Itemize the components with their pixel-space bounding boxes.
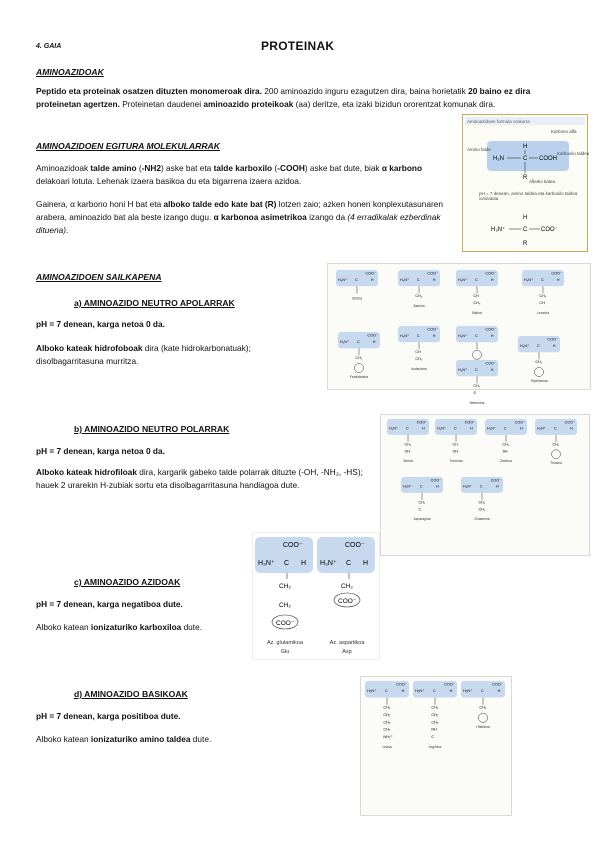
svg-text:H: H: [421, 426, 425, 431]
amino-acid-structure-apolar: [456, 270, 498, 315]
svg-text:H₃N⁺: H₃N⁺: [458, 367, 467, 372]
svg-text:COO⁻: COO⁻: [427, 327, 438, 332]
svg-text:H: H: [435, 484, 439, 489]
line-c-2: [36, 621, 256, 634]
figure-acidic-amino-acids: [252, 532, 380, 660]
svg-text:H₃N⁺: H₃N⁺: [520, 343, 529, 348]
svg-text:CH: CH: [539, 301, 545, 306]
svg-text:NH₃⁺: NH₃⁺: [383, 735, 393, 740]
svg-text:C: C: [417, 333, 420, 338]
amino-acid-structure-apolar: [518, 336, 560, 383]
amino-acid-name: Triptofanoa: [530, 378, 548, 383]
text-run: talde amino: [90, 163, 137, 173]
svg-text:CH₂: CH₂: [418, 500, 426, 505]
svg-text:C: C: [541, 277, 544, 282]
svg-text:COO⁻: COO⁻: [464, 420, 476, 425]
svg-text:H: H: [401, 689, 405, 694]
svg-text:Karboxilo taldea: Karboxilo taldea: [557, 151, 590, 156]
svg-text:COO⁻: COO⁻: [492, 682, 503, 687]
svg-text:H: H: [556, 277, 560, 282]
svg-text:C: C: [355, 277, 358, 282]
amino-acid-name: Metionina: [469, 401, 485, 406]
line-d-1: [36, 710, 286, 723]
svg-text:H: H: [372, 339, 376, 344]
paragraph-egitura-2: [36, 198, 456, 237]
svg-text:H: H: [449, 689, 453, 694]
subsection-title-a: a) AMINOAZIDO NEUTRO APOLARRAK: [74, 298, 235, 308]
svg-text:C: C: [417, 277, 420, 282]
svg-text:H: H: [363, 560, 369, 567]
text-run: Proteinetan daudenei: [119, 99, 204, 109]
svg-text:R: R: [523, 241, 528, 247]
amino-acid-name: Arginina: [428, 745, 442, 750]
svg-text:CH₂: CH₂: [355, 356, 363, 360]
svg-text:H₃N⁺: H₃N⁺: [524, 277, 533, 282]
line-a-2: [36, 342, 306, 368]
svg-text:C: C: [523, 156, 528, 162]
svg-text:COO⁻: COO⁻: [551, 271, 562, 276]
text-run: (aa) deritze, eta izaki bizidun ororentzat komunak dira.: [293, 99, 496, 109]
svg-text:CH₂: CH₂: [279, 583, 291, 590]
svg-text:OH: OH: [404, 449, 411, 454]
amino-acid-structure-polar: [461, 477, 503, 521]
svg-text:C: C: [537, 343, 540, 348]
svg-text:H₂N: H₂N: [493, 156, 504, 162]
svg-text:Alboko katea: Alboko katea: [529, 179, 556, 184]
svg-text:C: C: [480, 484, 483, 489]
svg-text:COO⁻: COO⁻: [485, 361, 496, 366]
svg-text:COO⁻: COO⁻: [490, 478, 502, 483]
figure-basic-amino-acids: [360, 676, 512, 816]
text-run: -NH2: [141, 163, 161, 173]
text-run: ) aske bat eta: [160, 163, 214, 173]
svg-text:H: H: [495, 484, 499, 489]
svg-text:CH₂: CH₂: [535, 360, 543, 364]
svg-text:H: H: [569, 426, 573, 431]
svg-text:CH₂: CH₂: [383, 720, 391, 725]
svg-text:C: C: [504, 426, 507, 431]
amino-acid-name: Lisina: [382, 745, 392, 750]
svg-text:H₃N⁺: H₃N⁺: [367, 689, 377, 694]
svg-text:H: H: [490, 277, 494, 282]
text-run: 20 baino ez dira proteinetan agertzen.: [36, 86, 531, 109]
subsection-title-d: d) AMINOAZIDO BASIKOAK: [74, 689, 188, 699]
amino-acid-name: Leuzina: [537, 311, 549, 316]
amino-acid-name: Glizina: [351, 296, 363, 301]
svg-text:H: H: [432, 333, 436, 338]
subsection-title-b: b) AMINOAZIDO NEUTRO POLARRAK: [74, 424, 230, 434]
svg-text:H: H: [523, 144, 528, 150]
text-run: Aminoazidoak: [36, 163, 91, 173]
amino-acid-structure-polar: [435, 419, 477, 463]
svg-text:COO⁻: COO⁻: [416, 420, 428, 425]
svg-text:H: H: [497, 689, 501, 694]
paragraph-aminoazidoak: [36, 85, 566, 111]
text-run: (: [136, 163, 142, 173]
svg-text:H₃N⁺: H₃N⁺: [415, 689, 425, 694]
svg-text:CH₂: CH₂: [539, 294, 547, 298]
svg-text:CH: CH: [473, 294, 479, 298]
amino-acid-name: Az. glutamikoa: [266, 640, 304, 646]
amino-acid-structure-polar: [387, 419, 429, 463]
svg-text:C: C: [523, 227, 528, 233]
amino-acid-structure-apolar: [456, 360, 498, 405]
svg-text:C: C: [454, 426, 457, 431]
amino-acid-name: Histidina: [476, 724, 490, 729]
figure-apolar-amino-acids: [327, 263, 591, 406]
svg-text:CH₃: CH₃: [473, 301, 481, 306]
text-run: pH = 7 denean, karga netoa 0 da.: [36, 446, 165, 456]
line-a-1: [36, 318, 306, 331]
svg-text:CH: CH: [452, 442, 458, 447]
svg-text:COO⁻: COO⁻: [367, 333, 378, 338]
text-run: pH = 7 denean, karga netoa 0 da.: [36, 319, 165, 329]
svg-text:C: C: [475, 277, 478, 282]
line-c-1: [36, 598, 256, 611]
svg-text:COO⁻: COO⁻: [365, 271, 376, 276]
svg-text:CH₂: CH₂: [502, 442, 510, 447]
amino-acid-structure-basic: [461, 681, 505, 729]
svg-text:H: H: [523, 215, 528, 221]
svg-text:H₃N⁺: H₃N⁺: [258, 560, 275, 567]
svg-text:COO⁻: COO⁻: [430, 478, 442, 483]
svg-text:H: H: [432, 277, 436, 282]
svg-text:H₃N⁺: H₃N⁺: [463, 689, 473, 694]
svg-text:C: C: [418, 507, 422, 512]
text-run: talde karboxilo: [213, 163, 273, 173]
text-run: lotzen zaio; azken honen konplexutasunaren arabera, aminoazido bat ala beste izango dugu.: [36, 199, 443, 222]
text-run: alboko talde edo kate bat (R): [163, 199, 277, 209]
svg-text:CH₂: CH₂: [404, 442, 412, 447]
svg-text:H₃N⁺: H₃N⁺: [458, 333, 467, 338]
svg-text:CH₃: CH₃: [415, 294, 423, 298]
section-heading-egitura: AMINOAZIDOEN EGITURA MOLEKULARRAK: [36, 141, 220, 151]
amino-acid-name: Tirosina: [550, 460, 562, 465]
amino-acid-name: Balina: [472, 311, 482, 316]
svg-text:S: S: [473, 391, 476, 396]
text-run: dira (kate hidrokarbonatuak); disolbagarritasuna murritza.: [36, 343, 251, 366]
svg-text:C: C: [357, 339, 360, 344]
svg-text:H₃N⁺: H₃N⁺: [400, 333, 409, 338]
figure-general-formula: Aminoazidoen formula orokorra Karbono alfa Amino talde Karboxilo taldea H₂N C COOH H R Alboko katea pH = 7 denean, amino taldea eta karboxilo taldea ionizatuta H H₃N⁺ C COO⁻ R: [462, 114, 588, 252]
text-run: Alboko katean: [36, 734, 91, 744]
text-run: ) aske bat dute, biak: [304, 163, 382, 173]
svg-text:COO⁻: COO⁻: [564, 420, 576, 425]
svg-text:R: R: [523, 175, 528, 181]
amino-acid-structure-basic: [413, 681, 457, 749]
amino-acid-structure-apolar: [398, 326, 440, 371]
svg-text:C: C: [554, 426, 557, 431]
section-heading-sailkapena: AMINOAZIDOEN SAILKAPENA: [36, 272, 162, 282]
svg-text:COO⁻: COO⁻: [514, 420, 526, 425]
amino-acid-name: Serina: [403, 459, 413, 464]
svg-text:CH₂: CH₂: [479, 705, 487, 710]
amino-acid-structure-apolar: [456, 326, 498, 366]
amino-acid-structure-basic: [365, 681, 409, 749]
svg-text:H: H: [490, 333, 494, 338]
amino-acid-structure-apolar: [336, 270, 378, 301]
svg-text:C: C: [431, 735, 435, 740]
svg-text:H₃N⁺: H₃N⁺: [338, 277, 347, 282]
text-run: delakoari lotuta. Lehenak izaera basikoa du eta bigarrena izaera azidoa.: [36, 176, 302, 186]
text-run: .: [65, 225, 69, 235]
svg-text:H: H: [552, 343, 556, 348]
svg-text:H: H: [490, 367, 494, 372]
svg-text:SH: SH: [502, 449, 508, 454]
svg-text:CH: CH: [415, 350, 421, 354]
svg-text:CH₂: CH₂: [383, 705, 391, 710]
svg-text:CH₂: CH₂: [431, 705, 439, 710]
amino-acid-structure-polar: [535, 419, 577, 465]
svg-text:COO⁻: COO⁻: [283, 542, 303, 549]
figure-caption: Aminoazidoen formula orokorra: [467, 119, 530, 124]
paragraph-egitura-1: [36, 162, 456, 188]
subsection-title-c: c) AMINOAZIDO AZIDOAK: [74, 577, 181, 587]
amino-acid-structure-apolar: [398, 270, 440, 308]
svg-text:CH₂: CH₂: [431, 720, 439, 725]
amino-acid-name: Isoleuzina: [411, 367, 427, 372]
svg-text:COO⁻: COO⁻: [547, 337, 558, 342]
svg-text:C: C: [475, 333, 478, 338]
svg-text:H₃N⁺: H₃N⁺: [491, 227, 506, 233]
svg-text:H: H: [519, 426, 523, 431]
svg-text:C: C: [346, 560, 352, 567]
svg-text:H₃N⁺: H₃N⁺: [389, 426, 398, 431]
svg-text:H: H: [370, 277, 374, 282]
text-run: Gainera, α karbono honi H bat eta: [36, 199, 164, 209]
svg-text:CH₂: CH₂: [431, 712, 439, 717]
svg-text:H₃N⁺: H₃N⁺: [437, 426, 446, 431]
section-heading-aminoazidoak: AMINOAZIDOAK: [36, 67, 104, 77]
amino-acid-abbreviation: Asp: [342, 649, 352, 655]
amino-acid-name: Zisteina: [500, 459, 512, 464]
svg-text:CH₂: CH₂: [341, 583, 353, 590]
svg-text:CH₂: CH₂: [478, 500, 486, 505]
amino-acid-name: Treonina: [449, 459, 463, 464]
amino-acid-abbreviation: Glu: [280, 649, 290, 655]
svg-text:H₃N⁺: H₃N⁺: [320, 560, 337, 567]
text-run: ionizaturiko karboxiloa: [90, 622, 182, 632]
line-b-1: [36, 445, 366, 458]
svg-text:CH₂: CH₂: [415, 357, 423, 362]
amino-acid-name: Az. aspartikoa: [329, 640, 365, 646]
text-run: 200 aminoazido inguru ezagutzen dira, baina horietatik: [261, 86, 469, 96]
svg-text:H₃N⁺: H₃N⁺: [458, 277, 467, 282]
svg-text:C: C: [481, 689, 484, 694]
svg-text:H₃N⁺: H₃N⁺: [400, 277, 409, 282]
svg-text:COO⁻: COO⁻: [541, 227, 558, 233]
svg-text:COO⁻: COO⁻: [444, 682, 455, 687]
text-run: dira, kargarik gabeko talde polarrak dituzte (-OH, -NH₂, -HS); hauek 2 urarekin H-zubiak sortu eta disolbagarritasuna handiagoa dute.: [36, 467, 363, 490]
svg-text:CH₂: CH₂: [383, 727, 391, 732]
svg-text:COO⁻: COO⁻: [276, 620, 295, 627]
svg-text:C: C: [385, 689, 388, 694]
text-run: α karbonoa asimetrikoa: [213, 212, 307, 222]
svg-text:Amino talde: Amino talde: [467, 147, 491, 152]
text-run: (: [272, 163, 278, 173]
svg-text:H: H: [469, 426, 473, 431]
svg-text:C: C: [420, 484, 423, 489]
text-run: Alboko katean: [36, 622, 91, 632]
svg-text:H₃N⁺: H₃N⁺: [463, 484, 472, 489]
svg-text:CH₂: CH₂: [279, 602, 291, 609]
text-run: (4 erradikalak ezberdinak dituena): [36, 212, 441, 235]
svg-text:CH₂: CH₂: [473, 384, 481, 388]
svg-text:C: C: [284, 560, 290, 567]
svg-text:COO⁻: COO⁻: [427, 271, 438, 276]
unit-label: 4. GAIA: [36, 43, 62, 50]
text-run: aminoazido proteikoak: [203, 99, 294, 109]
amino-acid-structure-polar: [401, 477, 443, 521]
text-run: dute.: [181, 622, 203, 632]
text-run: dute.: [190, 734, 212, 744]
amino-acid-name: Fenilalanina: [349, 374, 369, 379]
amino-acid-structure-polar: [485, 419, 527, 463]
svg-text:OH: OH: [452, 449, 459, 454]
line-b-2: [36, 466, 366, 492]
svg-text:H: H: [301, 560, 307, 567]
svg-text:COO⁻: COO⁻: [396, 682, 407, 687]
text-run: -COOH: [277, 163, 305, 173]
text-run: Alboko kateak hidrofiloak: [36, 467, 137, 477]
text-run: Peptido eta proteinak osatzen dituzten monomeroak dira.: [36, 86, 262, 96]
svg-text:NH: NH: [431, 727, 437, 732]
svg-text:CH₂: CH₂: [383, 712, 391, 717]
svg-text:Karbono alfa: Karbono alfa: [551, 129, 577, 134]
text-run: pH = 7 denean, karga positiboa dute.: [36, 711, 181, 721]
line-d-2: [36, 733, 286, 746]
amino-acid-name: Asparagina: [413, 517, 431, 522]
svg-text:COO⁻: COO⁻: [485, 327, 496, 332]
page-title: PROTEINAK: [261, 39, 335, 53]
amino-acid-name: Alanina: [413, 303, 425, 308]
svg-text:H₃N⁺: H₃N⁺: [340, 339, 349, 344]
svg-text:CH₂: CH₂: [552, 442, 560, 447]
svg-text:H₃N⁺: H₃N⁺: [487, 426, 496, 431]
svg-text:COO⁻: COO⁻: [345, 542, 365, 549]
figure-polar-amino-acids: [380, 414, 590, 556]
svg-text:COO⁻: COO⁻: [338, 598, 357, 605]
text-run: Alboko kateak hidrofoboak: [36, 343, 143, 353]
amino-acid-name: Glutamina: [474, 517, 490, 522]
svg-text:C: C: [433, 689, 436, 694]
amino-acid-structure-apolar: [338, 332, 380, 379]
svg-text:H₃N⁺: H₃N⁺: [403, 484, 412, 489]
svg-text:CH₂: CH₂: [478, 507, 486, 512]
amino-acid-structure-acidic: [317, 537, 375, 655]
svg-text:COOH: COOH: [539, 156, 557, 162]
svg-text:C: C: [475, 367, 478, 372]
text-run: α karbono: [381, 163, 423, 173]
amino-acid-structure-acidic: [255, 537, 313, 655]
text-run: ionizaturiko amino taldea: [90, 734, 191, 744]
svg-text:H₃N⁺: H₃N⁺: [537, 426, 546, 431]
svg-text:COO⁻: COO⁻: [485, 271, 496, 276]
text-run: izango da: [306, 212, 348, 222]
svg-text:C: C: [406, 426, 409, 431]
amino-acid-structure-apolar: [522, 270, 564, 315]
text-run: pH = 7 denean, karga negatiboa dute.: [36, 599, 183, 609]
